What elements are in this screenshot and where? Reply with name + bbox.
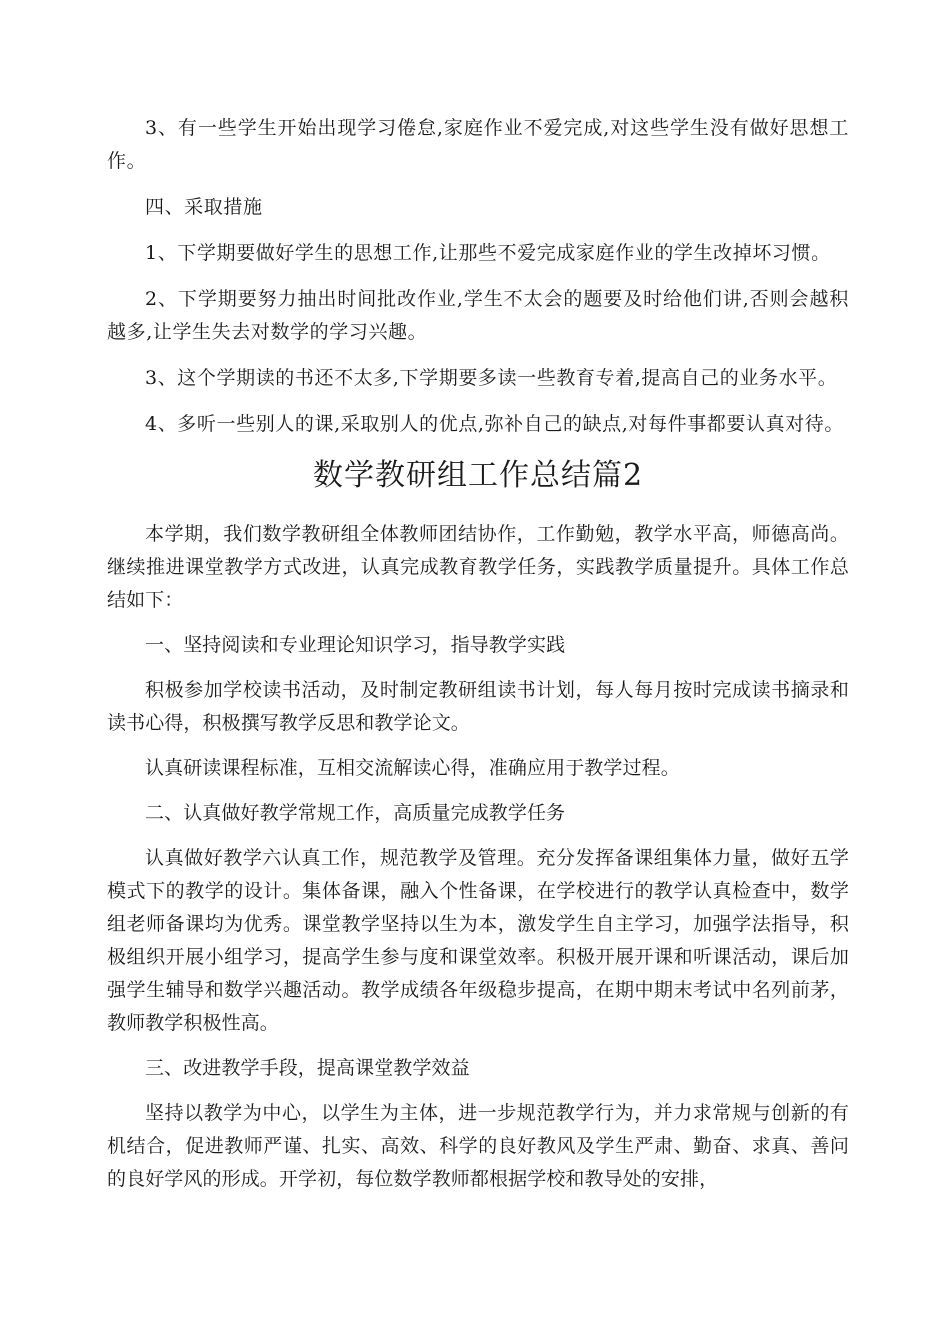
- paragraph: 本学期，我们数学教研组全体教师团结协作，工作勤勉，教学水平高，师德高尚。继续推进课堂教学方式改进，认真完成教育教学任务，实践教学质量提升。具体工作总结如下：: [107, 523, 849, 611]
- paragraph: 1、下学期要做好学生的思想工作,让那些不爱完成家庭作业的学生改掉坏习惯。: [145, 242, 831, 264]
- paragraph: 2、下学期要努力抽出时间批改作业,学生不太会的题要及时给他们讲,否则会越积越多,让学生失去对数学的学习兴趣。: [107, 288, 849, 343]
- section-heading: 四、采取措施: [145, 196, 263, 218]
- paragraph: 积极参加学校读书活动，及时制定教研组读书计划，每人每月按时完成读书摘录和读书心得，积极撰写教学反思和教学论文。: [107, 679, 849, 734]
- paragraph: 认真做好教学六认真工作，规范教学及管理。充分发挥备课组集体力量，做好五学模式下的教学的设计。集体备课，融入个性备课，在学校进行的教学认真检查中，数学组老师备课均为优秀。课堂教学坚持以生为本，激发学生自主学习，加强学法指导，积极组织开展小组学习，提高学生参与度和课堂效率。积极开展开课和听课活动，课后加强学生辅导和数学兴趣活动。教学成绩各年级稳步提高，在期中期末考试中名列前茅，教师教学积极性高。: [107, 847, 849, 1034]
- section-previous-summary: [107, 112, 849, 441]
- paragraph: 4、多听一些别人的课,采取别人的优点,弥补自己的缺点,对每件事都要认真对待。: [145, 413, 845, 435]
- document-body: [107, 112, 849, 1208]
- section-summary-2: [107, 518, 849, 1196]
- paragraph: 坚持以教学为中心，以学生为主体，进一步规范教学行为，并力求常规与创新的有机结合，促进教师严谨、扎实、高效、科学的良好教风及学生严肃、勤奋、求真、善问的良好学风的形成。开学初，每位数学教师都根据学校和教导处的安排，: [107, 1102, 849, 1190]
- paragraph: 3、有一些学生开始出现学习倦怠,家庭作业不爱完成,对这些学生没有做好思想工作。: [107, 117, 849, 172]
- paragraph: 3、这个学期读的书还不太多,下学期要多读一些教育专着,提高自己的业务水平。: [145, 367, 838, 389]
- section-heading: 一、坚持阅读和专业理论知识学习，指导教学实践: [145, 634, 566, 656]
- document-title: 数学教研组工作总结篇2: [312, 458, 644, 493]
- paragraph: 认真研读课程标准，互相交流解读心得，准确应用于教学过程。: [145, 757, 680, 779]
- section-heading: 二、认真做好教学常规工作，高质量完成教学任务: [145, 802, 566, 824]
- section-heading: 三、改进教学手段，提高课堂教学效益: [145, 1057, 470, 1079]
